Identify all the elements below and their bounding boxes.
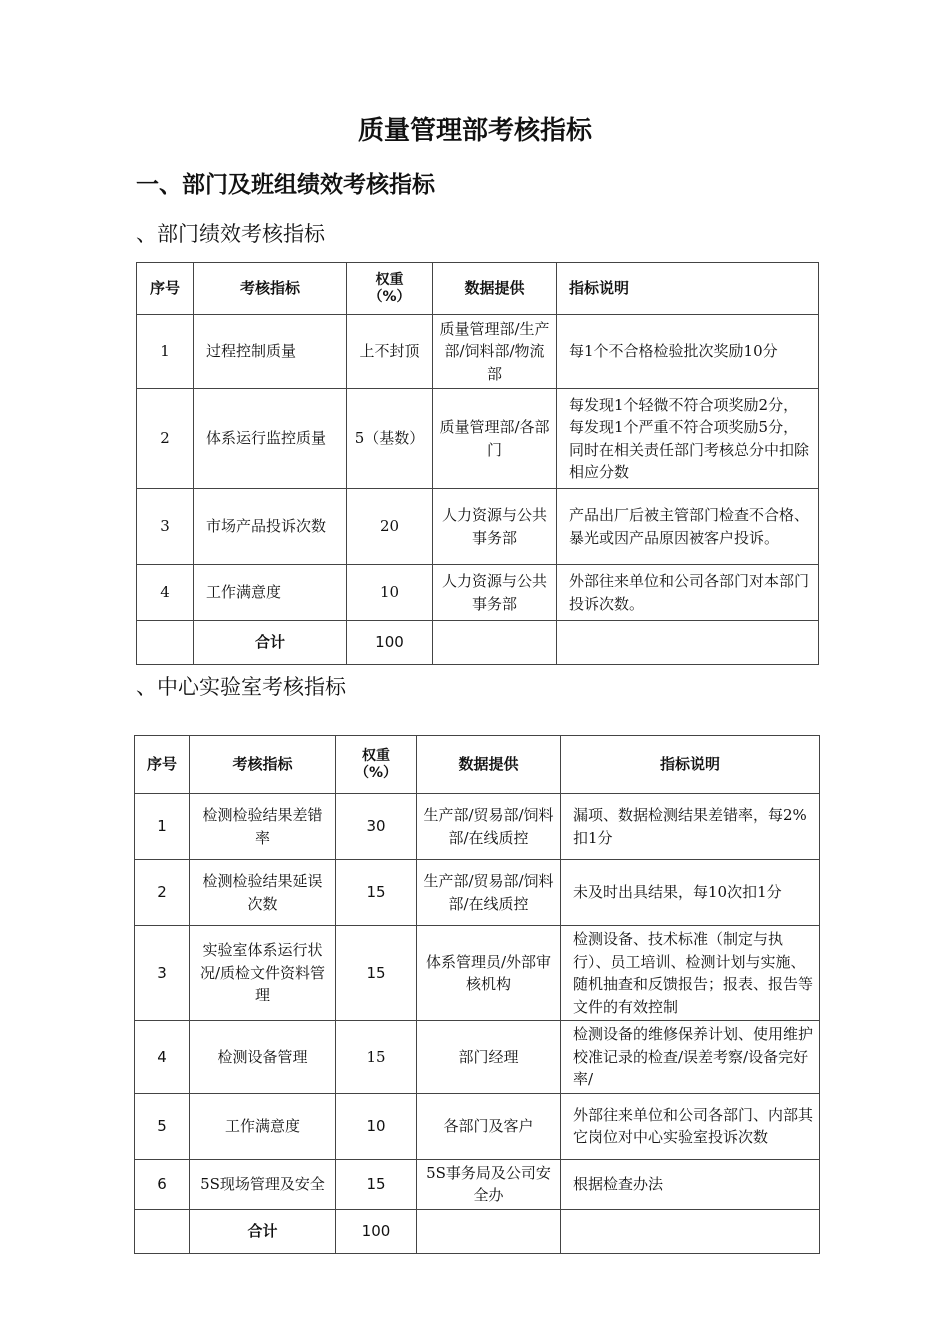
section-heading: 一、部门及班组绩效考核指标 bbox=[136, 172, 435, 198]
cell-no: 3 bbox=[135, 926, 190, 1021]
cell-source: 各部门及客户 bbox=[417, 1093, 561, 1159]
cell-source: 体系管理员/外部审核机构 bbox=[417, 926, 561, 1021]
cell-no: 2 bbox=[135, 860, 190, 926]
header-weight: 权重 （%） bbox=[347, 263, 433, 315]
table-row bbox=[137, 389, 819, 489]
cell-desc: 根据检查办法 bbox=[561, 1159, 820, 1209]
cell-indicator: 体系运行监控质量 bbox=[194, 389, 347, 489]
cell-no: 5 bbox=[135, 1093, 190, 1159]
table-row bbox=[135, 860, 820, 926]
cell-source: 5S事务局及公司安全办 bbox=[417, 1159, 561, 1209]
cell-weight: 20 bbox=[347, 489, 433, 565]
cell-source: 人力资源与公共事务部 bbox=[433, 565, 557, 621]
cell-indicator: 过程控制质量 bbox=[194, 315, 347, 389]
cell-desc: 外部往来单位和公司各部门对本部门投诉次数。 bbox=[557, 565, 819, 621]
header-indicator: 考核指标 bbox=[190, 736, 336, 794]
cell-source: 部门经理 bbox=[417, 1021, 561, 1094]
cell-empty bbox=[557, 621, 819, 665]
cell-no: 2 bbox=[137, 389, 194, 489]
cell-empty bbox=[135, 1209, 190, 1253]
table-header-row bbox=[135, 736, 820, 794]
table2-heading: 、中心实验室考核指标 bbox=[136, 675, 346, 699]
cell-desc: 每1个不合格检验批次奖励10分 bbox=[557, 315, 819, 389]
cell-empty bbox=[433, 621, 557, 665]
cell-no: 1 bbox=[137, 315, 194, 389]
header-source: 数据提供 bbox=[433, 263, 557, 315]
cell-desc: 产品出厂后被主管部门检查不合格、暴光或因产品原因被客户投诉。 bbox=[557, 489, 819, 565]
total-value: 100 bbox=[336, 1209, 417, 1253]
header-desc: 指标说明 bbox=[561, 736, 820, 794]
cell-indicator: 检测检验结果延误次数 bbox=[190, 860, 336, 926]
table-row bbox=[135, 1021, 820, 1094]
cell-no: 6 bbox=[135, 1159, 190, 1209]
cell-source: 生产部/贸易部/饲料部/在线质控 bbox=[417, 860, 561, 926]
cell-weight: 30 bbox=[336, 794, 417, 860]
cell-indicator: 市场产品投诉次数 bbox=[194, 489, 347, 565]
table1-heading: 、部门绩效考核指标 bbox=[136, 222, 325, 246]
cell-no: 4 bbox=[135, 1021, 190, 1094]
cell-desc: 每发现1个轻微不符合项奖励2分，每发现1个严重不符合项奖励5分，同时在相关责任部门考核总分中扣除相应分数 bbox=[557, 389, 819, 489]
cell-desc: 检测设备、技术标准（制定与执行）、员工培训、检测计划与实施、随机抽查和反馈报告；报表、报告等文件的有效控制 bbox=[561, 926, 820, 1021]
total-value: 100 bbox=[347, 621, 433, 665]
cell-weight: 15 bbox=[336, 1021, 417, 1094]
header-source: 数据提供 bbox=[417, 736, 561, 794]
cell-weight: 15 bbox=[336, 1159, 417, 1209]
cell-desc: 漏项、数据检测结果差错率，每2%扣1分 bbox=[561, 794, 820, 860]
cell-empty bbox=[137, 621, 194, 665]
table-row bbox=[135, 794, 820, 860]
cell-desc: 未及时出具结果，每10次扣1分 bbox=[561, 860, 820, 926]
header-no: 序号 bbox=[135, 736, 190, 794]
table-total-row bbox=[135, 1209, 820, 1253]
header-no: 序号 bbox=[137, 263, 194, 315]
cell-source: 生产部/贸易部/饲料部/在线质控 bbox=[417, 794, 561, 860]
table-row bbox=[137, 565, 819, 621]
document-title: 质量管理部考核指标 bbox=[357, 116, 592, 146]
table-row bbox=[135, 1093, 820, 1159]
header-desc: 指标说明 bbox=[557, 263, 819, 315]
cell-indicator: 工作满意度 bbox=[194, 565, 347, 621]
cell-no: 4 bbox=[137, 565, 194, 621]
table-header-row bbox=[137, 263, 819, 315]
cell-no: 1 bbox=[135, 794, 190, 860]
cell-desc: 检测设备的维修保养计划、使用维护校准记录的检查/误差考察/设备完好率/ bbox=[561, 1021, 820, 1094]
table-row bbox=[137, 489, 819, 565]
cell-empty bbox=[561, 1209, 820, 1253]
cell-source: 人力资源与公共事务部 bbox=[433, 489, 557, 565]
table-total-row bbox=[137, 621, 819, 665]
lab-kpi-table bbox=[134, 735, 820, 1254]
cell-weight: 5（基数） bbox=[347, 389, 433, 489]
table-row bbox=[135, 1159, 820, 1209]
cell-indicator: 检测设备管理 bbox=[190, 1021, 336, 1094]
department-kpi-table bbox=[136, 262, 819, 665]
cell-weight: 上不封顶 bbox=[347, 315, 433, 389]
total-label: 合计 bbox=[190, 1209, 336, 1253]
cell-indicator: 检测检验结果差错率 bbox=[190, 794, 336, 860]
cell-empty bbox=[417, 1209, 561, 1253]
cell-weight: 15 bbox=[336, 860, 417, 926]
cell-indicator: 实验室体系运行状况/质检文件资料管理 bbox=[190, 926, 336, 1021]
cell-weight: 15 bbox=[336, 926, 417, 1021]
cell-source: 质量管理部/生产部/饲料部/物流部 bbox=[433, 315, 557, 389]
header-indicator: 考核指标 bbox=[194, 263, 347, 315]
cell-indicator: 工作满意度 bbox=[190, 1093, 336, 1159]
cell-weight: 10 bbox=[347, 565, 433, 621]
header-weight: 权重 （%） bbox=[336, 736, 417, 794]
cell-source: 质量管理部/各部门 bbox=[433, 389, 557, 489]
table-row bbox=[135, 926, 820, 1021]
table-row bbox=[137, 315, 819, 389]
cell-indicator: 5S现场管理及安全 bbox=[190, 1159, 336, 1209]
cell-weight: 10 bbox=[336, 1093, 417, 1159]
total-label: 合计 bbox=[194, 621, 347, 665]
cell-no: 3 bbox=[137, 489, 194, 565]
cell-desc: 外部往来单位和公司各部门、内部其它岗位对中心实验室投诉次数 bbox=[561, 1093, 820, 1159]
